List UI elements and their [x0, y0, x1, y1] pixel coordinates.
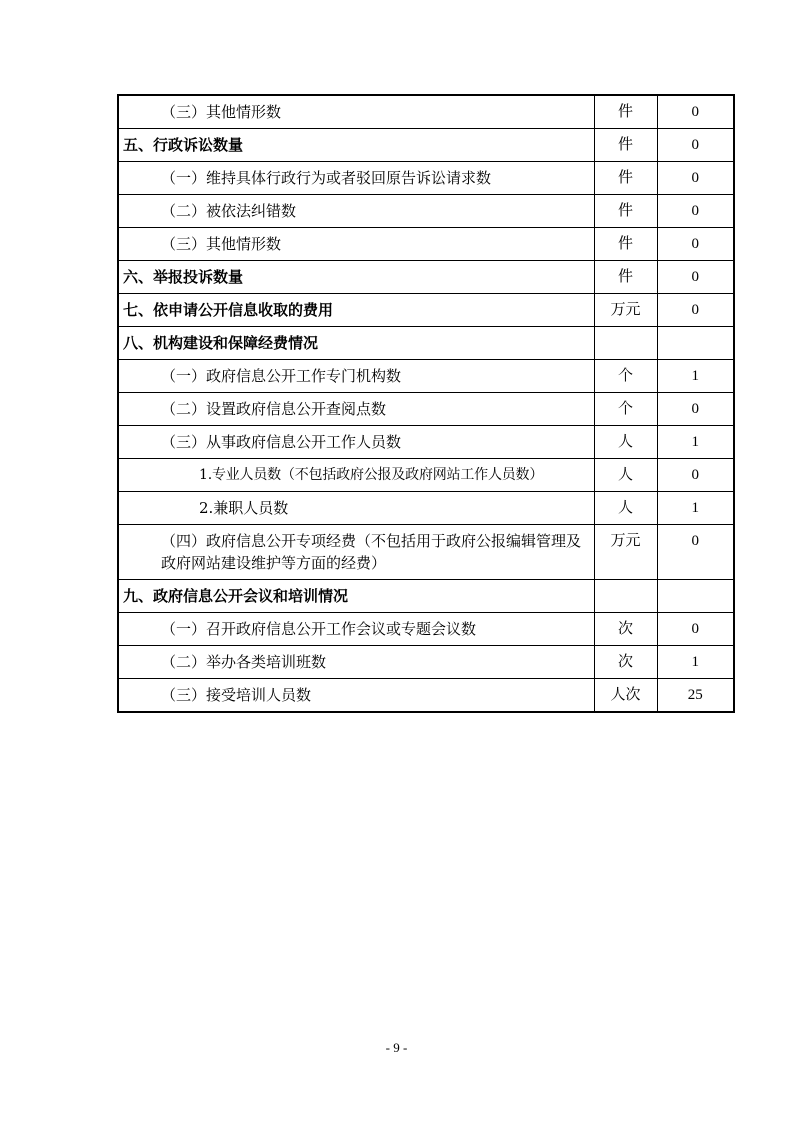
row-value: 0 — [657, 261, 734, 294]
section-heading: 九、政府信息公开会议和培训情况 — [118, 580, 594, 613]
row-item-label: （三）其他情形数 — [118, 95, 594, 129]
table-row — [118, 613, 734, 646]
row-unit: 万元 — [594, 294, 657, 327]
row-value: 1 — [657, 360, 734, 393]
statistics-table — [117, 94, 735, 713]
row-unit: 万元 — [594, 525, 657, 580]
table-row — [118, 525, 734, 580]
row-value: 0 — [657, 459, 734, 492]
row-unit: 人 — [594, 459, 657, 492]
row-unit: 人次 — [594, 679, 657, 713]
row-item-label: （一）召开政府信息公开工作会议或专题会议数 — [118, 613, 594, 646]
table-row — [118, 195, 734, 228]
row-unit: 件 — [594, 261, 657, 294]
table-row — [118, 459, 734, 492]
row-value: 25 — [657, 679, 734, 713]
table-row — [118, 679, 734, 713]
statistics-table-container — [117, 94, 733, 713]
table-row — [118, 162, 734, 195]
row-item-label: （四）政府信息公开专项经费（不包括用于政府公报编辑管理及政府网站建设维护等方面的经费） — [118, 525, 594, 580]
row-value: 0 — [657, 129, 734, 162]
table-row — [118, 360, 734, 393]
page-number: - 9 - — [385, 1040, 408, 1055]
table-row — [118, 426, 734, 459]
row-value: 0 — [657, 294, 734, 327]
row-item-label: 2.兼职人员数 — [118, 492, 594, 525]
section-heading: 八、机构建设和保障经费情况 — [118, 327, 594, 360]
row-item-label: （一）维持具体行政行为或者驳回原告诉讼请求数 — [118, 162, 594, 195]
table-row — [118, 492, 734, 525]
row-value: 0 — [657, 613, 734, 646]
table-row — [118, 646, 734, 679]
table-row — [118, 261, 734, 294]
row-unit: 件 — [594, 162, 657, 195]
table-row — [118, 95, 734, 129]
row-value: 0 — [657, 393, 734, 426]
row-item-label: （二）举办各类培训班数 — [118, 646, 594, 679]
row-item-label: （三）接受培训人员数 — [118, 679, 594, 713]
row-item-label: 1.专业人员数（不包括政府公报及政府网站工作人员数） — [118, 459, 594, 492]
table-row — [118, 327, 734, 360]
row-unit: 个 — [594, 393, 657, 426]
section-heading: 五、行政诉讼数量 — [118, 129, 594, 162]
table-row — [118, 393, 734, 426]
row-value: 1 — [657, 646, 734, 679]
row-value: 0 — [657, 195, 734, 228]
row-unit: 件 — [594, 195, 657, 228]
row-unit — [594, 327, 657, 360]
table-row — [118, 228, 734, 261]
row-value — [657, 580, 734, 613]
table-row — [118, 294, 734, 327]
row-item-label: （一）政府信息公开工作专门机构数 — [118, 360, 594, 393]
row-item-label: （二）被依法纠错数 — [118, 195, 594, 228]
row-unit: 人 — [594, 426, 657, 459]
section-heading: 六、举报投诉数量 — [118, 261, 594, 294]
row-unit: 次 — [594, 646, 657, 679]
row-value: 0 — [657, 95, 734, 129]
section-heading: 七、依申请公开信息收取的费用 — [118, 294, 594, 327]
row-unit: 件 — [594, 228, 657, 261]
row-item-label: （三）其他情形数 — [118, 228, 594, 261]
row-unit: 个 — [594, 360, 657, 393]
row-unit: 次 — [594, 613, 657, 646]
row-value: 1 — [657, 492, 734, 525]
row-value — [657, 327, 734, 360]
row-unit: 件 — [594, 129, 657, 162]
table-row — [118, 580, 734, 613]
row-unit — [594, 580, 657, 613]
row-item-label: （二）设置政府信息公开查阅点数 — [118, 393, 594, 426]
table-row — [118, 129, 734, 162]
row-value: 1 — [657, 426, 734, 459]
row-item-label: （三）从事政府信息公开工作人员数 — [118, 426, 594, 459]
row-unit: 人 — [594, 492, 657, 525]
row-unit: 件 — [594, 95, 657, 129]
row-value: 0 — [657, 525, 734, 580]
row-value: 0 — [657, 228, 734, 261]
row-value: 0 — [657, 162, 734, 195]
